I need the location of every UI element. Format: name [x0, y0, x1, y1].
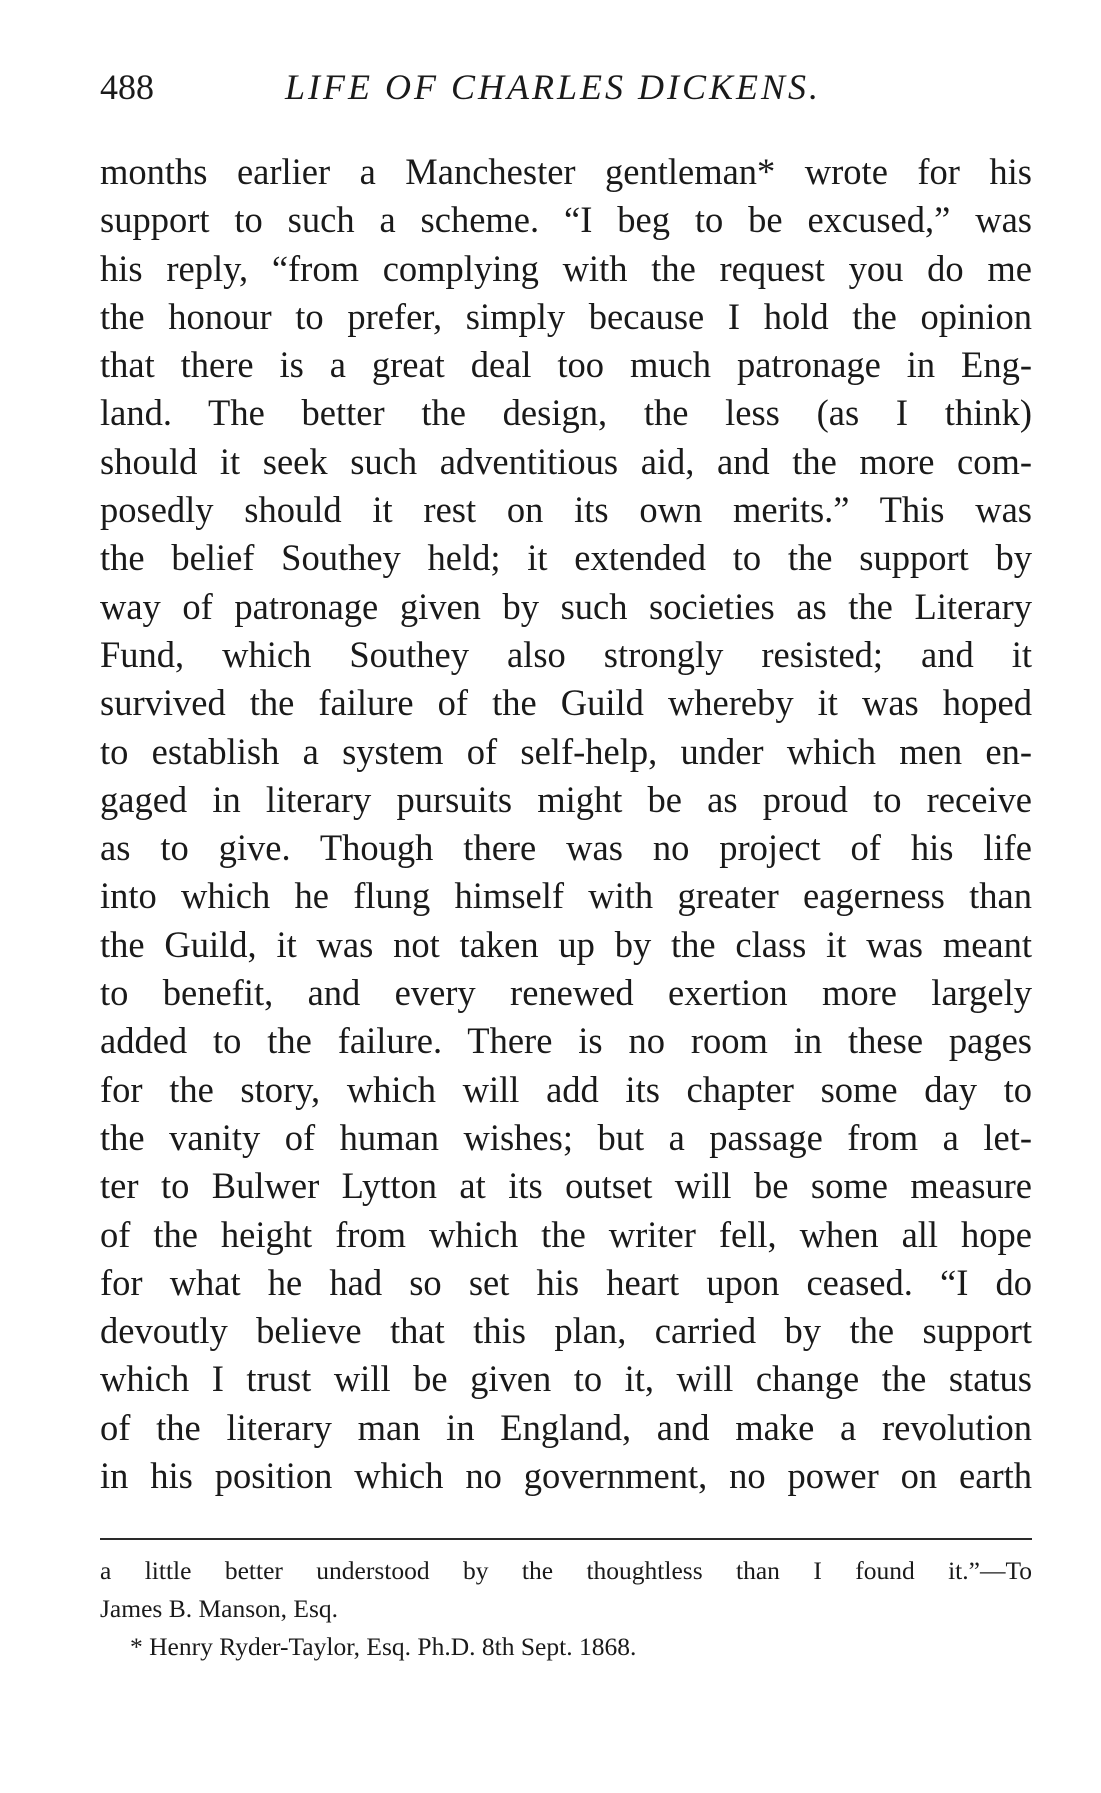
text-line: months earlier a Manchester gentleman* wrote for his — [100, 151, 1032, 192]
text-line: support to such a scheme. “I beg to be excused,” was — [100, 199, 1032, 241]
text-line: into which he flung himself with greater eagerness than — [100, 875, 1032, 917]
text-line: Fund, which Southey also strongly resisted; and it — [100, 633, 1032, 675]
text-line: in his position which no government, no power on earth — [100, 1455, 1032, 1497]
page-number: 488 — [100, 67, 154, 107]
footnotes — [100, 1552, 1032, 1666]
text-line: of the literary man in England, and make a revolution — [100, 1406, 1032, 1448]
text-line: of the height from which the writer fell, when all hope — [100, 1213, 1032, 1255]
text-line: for what he had so set his heart upon ceased. “I do — [100, 1261, 1032, 1303]
running-title: LIFE OF CHARLES DICKENS. — [285, 67, 821, 107]
text-line: survived the failure of the Guild whereby it was hoped — [100, 682, 1032, 724]
text-line: the honour to prefer, simply because I hold the opinion — [100, 295, 1032, 337]
text-line: to benefit, and every renewed exertion more largely — [100, 972, 1032, 1014]
text-line: devoutly believe that this plan, carried by the support — [100, 1310, 1032, 1352]
text-line: land. The better the design, the less (as I think) — [100, 392, 1032, 434]
body-text — [100, 148, 1032, 1500]
text-line: way of patronage given by such societies as the Literary — [100, 585, 1032, 627]
text-line: his reply, “from complying with the request you do me — [100, 247, 1032, 289]
text-line: posedly should it rest on its own merits.” This was — [100, 489, 1032, 531]
text-line: as to give. Though there was no project of his life — [100, 827, 1032, 869]
text-line: should it seek such adventitious aid, and the more com- — [100, 440, 1032, 482]
text-line: to establish a system of self-help, under which men en- — [100, 730, 1032, 772]
text-line: which I trust will be given to it, will change the status — [100, 1358, 1032, 1400]
footnote: * Henry Ryder-Taylor, Esq. Ph.D. 8th Sept. 1868. — [130, 1632, 637, 1661]
text-line: gaged in literary pursuits might be as proud to receive — [100, 778, 1032, 820]
running-head — [100, 62, 1030, 112]
text-line: the belief Southey held; it extended to the support by — [100, 537, 1032, 579]
text-line: the Guild, it was not taken up by the class it was meant — [100, 923, 1032, 965]
text-line: that there is a great deal too much patronage in Eng- — [100, 344, 1032, 386]
text-line: added to the failure. There is no room in these pages — [100, 1020, 1032, 1062]
text-line: the vanity of human wishes; but a passage from a let- — [100, 1116, 1032, 1158]
footnote-divider — [100, 1538, 1032, 1540]
footnote-continuation-line: a little better understood by the thoughtless than I found it.”—To — [100, 1556, 1032, 1585]
text-line: ter to Bulwer Lytton at its outset will be some measure — [100, 1165, 1032, 1207]
footnote-continuation-line: James B. Manson, Esq. — [100, 1594, 338, 1623]
text-line: for the story, which will add its chapter some day to — [100, 1068, 1032, 1110]
